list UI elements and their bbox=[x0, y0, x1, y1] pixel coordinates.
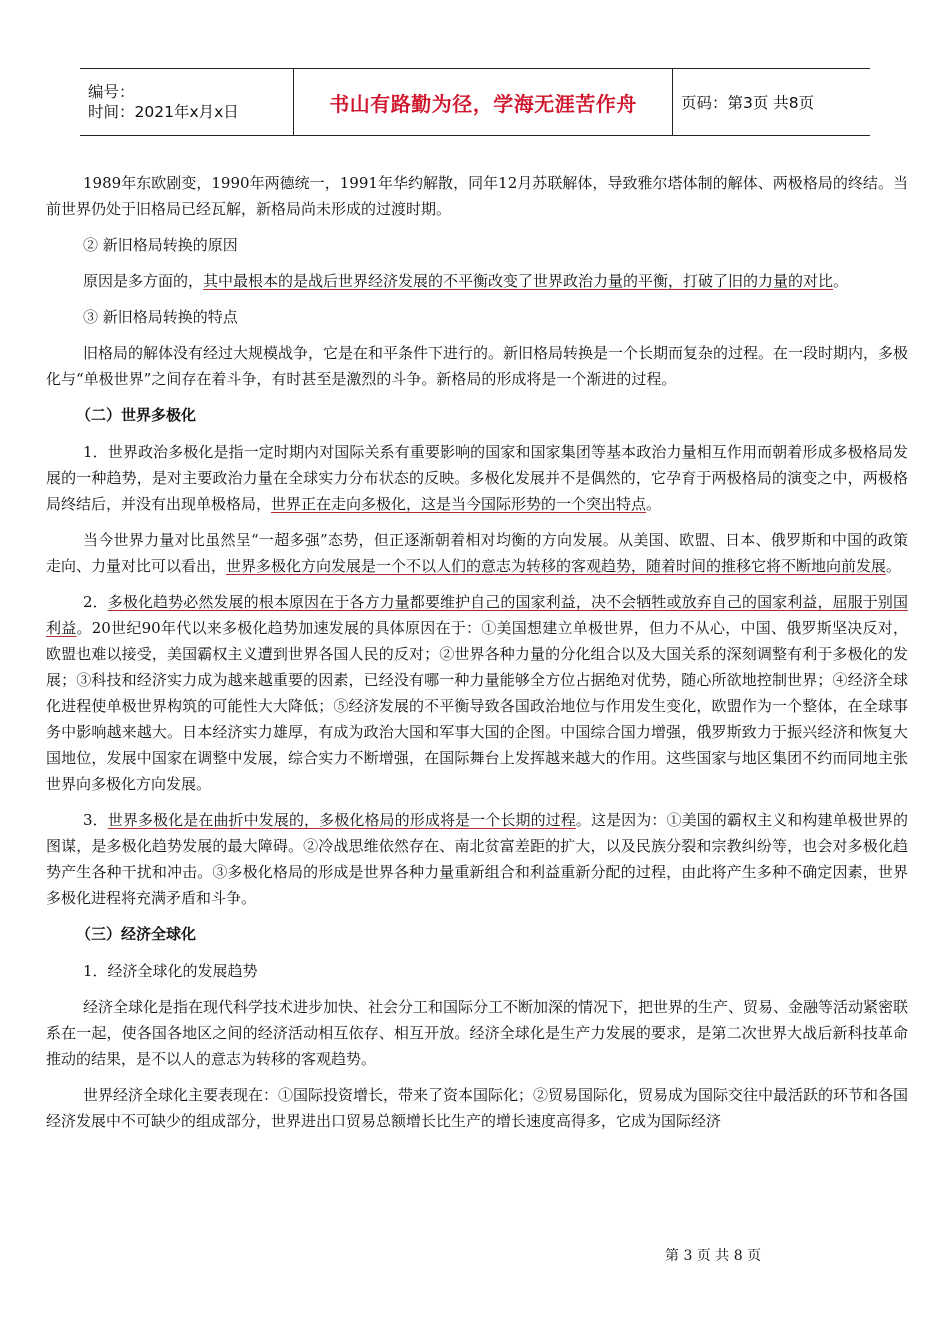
header-page-cell bbox=[673, 69, 814, 135]
paragraph bbox=[46, 340, 908, 392]
text-segment: 1．经济全球化的发展趋势 bbox=[83, 962, 258, 980]
paragraph bbox=[46, 994, 908, 1072]
text-segment: 。这是因为：①美国的霸权主义和构建单极世界的图谋，是多极化趋势发展的最大障碍。②冷战思维依然存在、南北贫富差距的扩大，以及民族分裂和宗教纠纷等，也会对多极化趋势产生各种干扰和冲击。③多极化格局的形成是世界各种力量重新组合和利益重新分配的过程，由此将产生多种不确定因素，世界多极化进程将充满矛盾和斗争。 bbox=[46, 811, 908, 907]
subsection-title bbox=[46, 304, 908, 330]
text-segment: 。20世纪90年代以来多极化趋势加速发展的具体原因在于：①美国想建立单极世界，但力不从心，中国、俄罗斯坚决反对，欧盟也难以接受，美国霸权主义遭到世界各国人民的反对；②世界各种力量的分化组合以及大国关系的深刻调整有利于多极化的发展；③科技和经济实力成为越来越重要的因素，已经没有哪一种力量能够全方位占据绝对优势，随心所欲地控制世界；④经济全球化进程使单极世界构筑的可能性大大降低；⑤经济发展的不平衡导致各国政治地位与作用发生变化，欧盟作为一个整体，在全球事务中影响越来越大。日本经济实力雄厚，有成为政治大国和军事大国的企图。中国综合国力增强，俄罗斯致力于振兴经济和恢复大国地位，发展中国家在调整中发展，综合实力不断增强，在国际舞台上发挥越来越大的作用。这些国家与地区集团不约而同地主张世界向多极化方向发展。 bbox=[46, 619, 908, 793]
underlined-text: 多极化趋势必然发展的根本原因在于各方力量都要维护自己的国家利益，决不会牺牲或放弃自己的国家利益，屈服于别国利益 bbox=[46, 593, 908, 637]
text-segment: 。 bbox=[646, 495, 662, 513]
time-label: 时间：2021年x月x日 bbox=[88, 103, 239, 121]
section-heading bbox=[46, 402, 908, 428]
document-body bbox=[46, 170, 908, 1144]
page-header bbox=[80, 68, 870, 136]
paragraph bbox=[46, 527, 908, 579]
text-segment: 。 bbox=[886, 557, 902, 575]
paragraph bbox=[46, 807, 908, 911]
text-segment: 。 bbox=[833, 272, 849, 290]
text-segment: （三）经济全球化 bbox=[76, 925, 197, 943]
paragraph bbox=[46, 1082, 908, 1134]
text-segment: 2． bbox=[83, 593, 108, 611]
text-segment: 旧格局的解体没有经过大规模战争，它是在和平条件下进行的。新旧格局转换是一个长期而复杂的过程。在一段时期内，多极化与“单极世界”之间存在着斗争，有时甚至是激烈的斗争。新格局的形成将是一个渐进的过程。 bbox=[46, 344, 909, 388]
underlined-text: 世界正在走向多极化，这是当今国际形势的一个突出特点 bbox=[271, 495, 647, 513]
motto: 书山有路勤为径，学海无涯苦作舟 bbox=[329, 91, 637, 116]
text-segment: ② 新旧格局转换的原因 bbox=[83, 236, 238, 254]
number-label: 编号： bbox=[88, 83, 135, 101]
underlined-text: 世界多极化方向发展是一个不以人们的意志为转移的客观趋势，随着时间的推移它将不断地向前发展 bbox=[226, 557, 887, 575]
text-segment: 1989年东欧剧变，1990年两德统一，1991年华约解散，同年12月苏联解体，导致雅尔塔体制的解体、两极格局的终结。当前世界仍处于旧格局已经瓦解，新格局尚未形成的过渡时期。 bbox=[46, 174, 908, 218]
section-heading bbox=[46, 921, 908, 947]
underlined-text: 世界多极化是在曲折中发展的，多极化格局的形成将是一个长期的过程 bbox=[107, 811, 576, 829]
paragraph bbox=[46, 268, 908, 294]
paragraph bbox=[46, 170, 908, 222]
page-footer: 第 3 页 共 8 页 bbox=[665, 1248, 762, 1264]
text-segment: 当今世界力量对比虽然呈“一超多强”态势，但正逐渐朝着相对均衡的方向发展。从美国、欧盟、日本、俄罗斯和中国的政策走向、力量对比可以看出， bbox=[46, 531, 908, 575]
text-segment: 原因是多方面的， bbox=[83, 272, 204, 290]
text-segment: 经济全球化是指在现代科学技术进步加快、社会分工和国际分工不断加深的情况下，把世界的生产、贸易、金融等活动紧密联系在一起，使各国各地区之间的经济活动相互依存、相互开放。经济全球化是生产力发展的要求，是第二次世界大战后新科技革命推动的结果，是不以人的意志为转移的客观趋势。 bbox=[46, 998, 909, 1068]
paragraph bbox=[46, 439, 908, 517]
header-motto-cell bbox=[293, 69, 673, 135]
paragraph bbox=[46, 589, 908, 797]
subsection-title bbox=[46, 958, 908, 984]
underlined-text: 其中最根本的是战后世界经济发展的不平衡改变了世界政治力量的平衡，打破了旧的力量的对比 bbox=[203, 272, 834, 290]
text-segment: （二）世界多极化 bbox=[76, 406, 197, 424]
text-segment: ③ 新旧格局转换的特点 bbox=[83, 308, 238, 326]
header-left-cell bbox=[80, 69, 293, 135]
page-label: 页码：第3页 共8页 bbox=[681, 94, 815, 112]
text-segment: 世界经济全球化主要表现在：①国际投资增长，带来了资本国际化；②贸易国际化，贸易成为国际交往中最活跃的环节和各国经济发展中不可缺少的组成部分，世界进出口贸易总额增长比生产的增长速度高得多，它成为国际经济 bbox=[46, 1086, 909, 1130]
text-segment: 3． bbox=[83, 811, 108, 829]
subsection-title bbox=[46, 232, 908, 258]
text-segment: 1．世界政治多极化是指一定时期内对国际关系有重要影响的国家和国家集团等基本政治力量相互作用而朝着形成多极格局发展的一种趋势，是对主要政治力量在全球实力分布状态的反映。多极化发展并不是偶然的，它孕育于两极格局的演变之中，两极格局终结后，并没有出现单极格局， bbox=[46, 443, 908, 513]
